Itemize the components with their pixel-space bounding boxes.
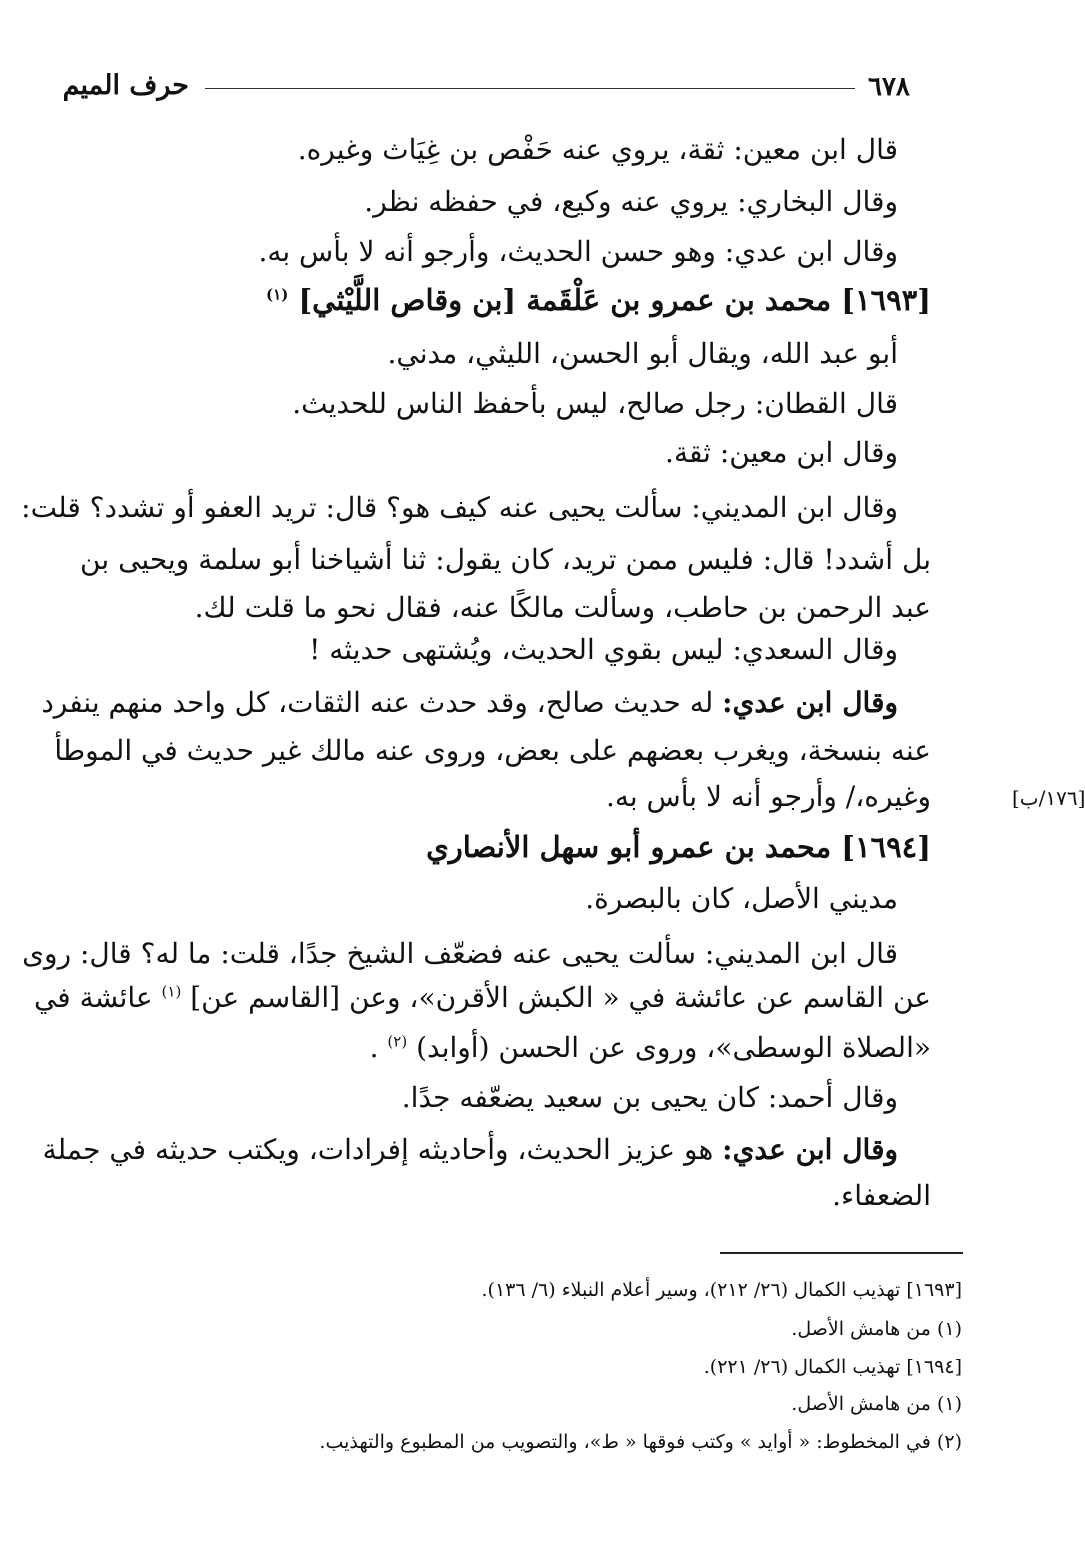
footnote-ref: (١) (266, 285, 289, 304)
text-line: أبو عبد الله، ويقال أبو الحسن، الليثي، مدني. (387, 337, 898, 370)
text-line: وغيره،/ وأرجو أنه لا بأس به. (605, 780, 931, 813)
heading-text: [١٦٩٣] محمد بن عمرو بن عَلْقَمة [بن وقاص اللَّيْثي] (298, 283, 931, 317)
section-title: حرف الميم (62, 70, 189, 101)
text-line: وقال ابن عدي: وهو حسن الحديث، وأرجو أنه لا بأس به. (258, 235, 898, 268)
text-line (42, 1130, 898, 1170)
text-line: وقال ابن معين: ثقة. (665, 436, 898, 469)
page-number: ٦٧٨ (868, 72, 910, 102)
text-line: عنه بنسخة، ويغرب بعضهم على بعض، وروى عنه مالك غير حديث في الموطأ (54, 734, 931, 767)
text-line: بل أشدد! قال: فليس ممن تريد، كان يقول: ثنا أشياخنا أبو سلمة ويحيى بن (80, 543, 932, 576)
footnote-ref: (١) (161, 982, 182, 1001)
text-line: مديني الأصل، كان بالبصرة. (585, 882, 898, 915)
quote-text: له حديث صالح، وقد حدث عنه الثقات، كل واحد منهم ينفرد (41, 686, 714, 719)
text-line: وقال السعدي: ليس بقوي الحديث، ويُشتهى حديثه ! (309, 633, 898, 666)
text-line: وقال البخاري: يروي عنه وكيع، في حفظه نظر. (364, 185, 898, 218)
footnote-line: [١٦٩٤] تهذيب الكمال (٢٦/ ٢٢١). (703, 1356, 962, 1378)
manuscript-folio-ref: [١٧٦/ب] (1012, 786, 1085, 810)
text-line: الضعفاء. (832, 1179, 931, 1212)
entry-heading-1693 (80, 280, 931, 320)
quote-text: هو عزيز الحديث، وأحاديثه إفرادات، ويكتب حديثه في جملة (42, 1133, 714, 1166)
text-line: وقال ابن المديني: سألت يحيى عنه كيف هو؟ قال: تريد العفو أو تشدد؟ قلت: (21, 491, 898, 524)
text-line: قال ابن المديني: سألت يحيى عنه فضعّف الشيخ جدًا، قلت: ما له؟ قال: روى (22, 937, 898, 970)
line-part: . (369, 1031, 379, 1064)
text-line: قال ابن معين: ثقة، يروي عنه حَفْص بن غِيَاث وغيره. (297, 133, 898, 166)
text-line (41, 683, 898, 723)
speaker-label: وقال ابن عدي: (722, 686, 898, 719)
footnote-line: (٢) في المخطوط: « أوايد » وكتب فوقها « ط»، والتصويب من المطبوع والتهذيب. (319, 1431, 962, 1453)
entry-heading-1694: [١٦٩٤] محمد بن عمرو أبو سهل الأنصاري (426, 830, 931, 864)
footnote-line: [١٦٩٣] تهذيب الكمال (٢٦/ ٢١٢)، وسير أعلام النبلاء (٦/ ١٣٦). (481, 1279, 962, 1301)
line-part: عائشة في (33, 981, 153, 1014)
line-part: عن القاسم عن عائشة في « الكبش الأقرن»، وعن [القاسم عن] (190, 981, 931, 1014)
speaker-label: وقال ابن عدي: (722, 1133, 898, 1166)
header-rule (205, 88, 855, 89)
footnote-separator (720, 1252, 963, 1254)
text-line (33, 978, 931, 1018)
footnote-line: (١) من هامش الأصل. (791, 1318, 962, 1340)
text-line: وقال أحمد: كان يحيى بن سعيد يضعّفه جدًا. (401, 1081, 898, 1114)
footnote-ref: (٢) (387, 1032, 408, 1051)
text-line: قال القطان: رجل صالح، ليس بأحفظ الناس للحديث. (292, 387, 898, 420)
line-part: «الصلاة الوسطى»، وروى عن الحسن (أوابد) (416, 1031, 931, 1064)
footnote-line: (١) من هامش الأصل. (791, 1393, 962, 1415)
text-line: عبد الرحمن بن حاطب، وسألت مالكًا عنه، فقال نحو ما قلت لك. (194, 591, 931, 624)
text-line (80, 1028, 931, 1068)
